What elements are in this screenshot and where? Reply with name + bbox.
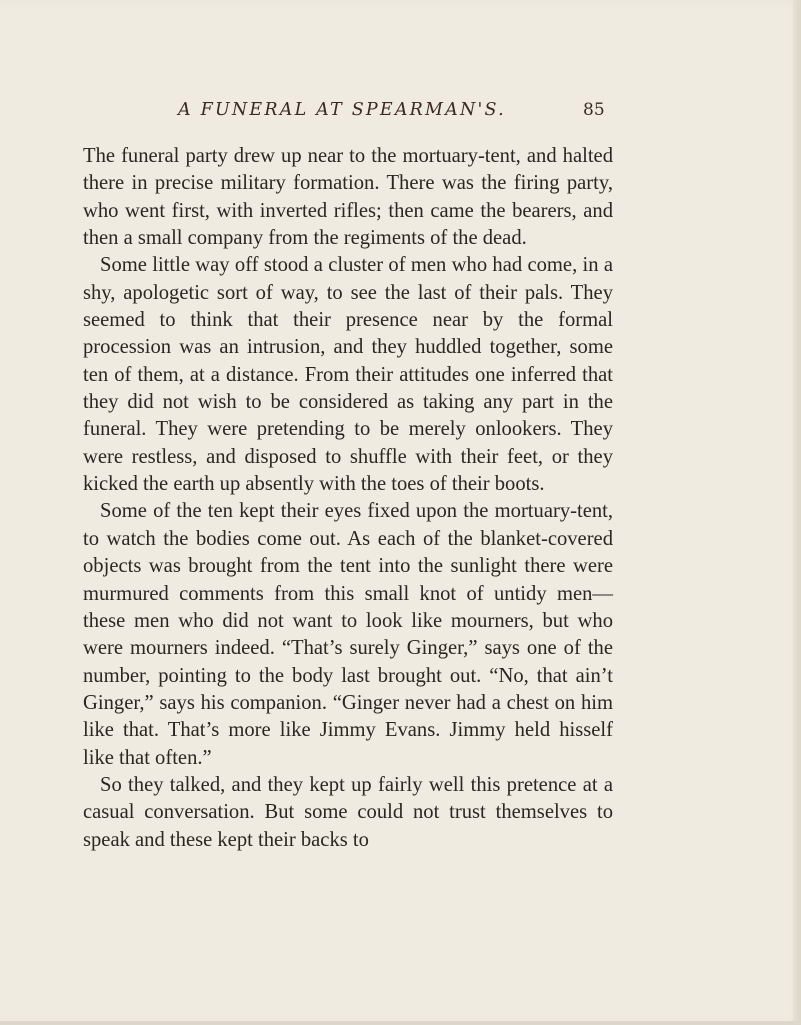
body-text: [83, 143, 613, 854]
paragraph: So they talked, and they kept up fairly well this pretence at a casual conversation. But some could not trust themselves to speak and these kept their backs to: [83, 773, 613, 851]
page-number: 85: [583, 100, 605, 120]
paragraph: The funeral party drew up near to the mortuary-tent, and halted there in precise military formation. There was the firing party, who went first, with inverted rifles; then came the bearers, and then a small company from the regiments of the dead.: [83, 145, 613, 250]
paragraph: Some little way off stood a cluster of men who had come, in a shy, apologetic sort of way, to see the last of their pals. They seemed to think that their presence near by the formal procession was an intrusion, and they huddled together, some ten of them, at a distance. From their attitudes one inferred that they did not wish to be considered as taking any part in the funeral. They were pretending to be merely onlookers. They were restless, and disposed to shuffle with their feet, or they kicked the earth up absently with the toes of their boots.: [83, 254, 613, 496]
running-title: A FUNERAL AT SPEARMAN'S.: [178, 100, 506, 120]
page-bottom-edge: [0, 1021, 801, 1025]
page-edge: [793, 0, 801, 1025]
paragraph: Some of the ten kept their eyes fixed upon the mortuary-tent, to watch the bodies come out. As each of the blanket-covered objects was brought from the tent into the sunlight there were murmured comments from this small knot of untidy men—these men who did not want to look like mourners, but who were mourners indeed. “That’s surely Ginger,” says one of the number, pointing to the body last brought out. “No, that ain’t Ginger,” says his companion. “Ginger never had a chest on him like that. That’s more like Jimmy Evans. Jimmy held hisself like that often.”: [83, 500, 613, 769]
page-header: [0, 100, 801, 130]
